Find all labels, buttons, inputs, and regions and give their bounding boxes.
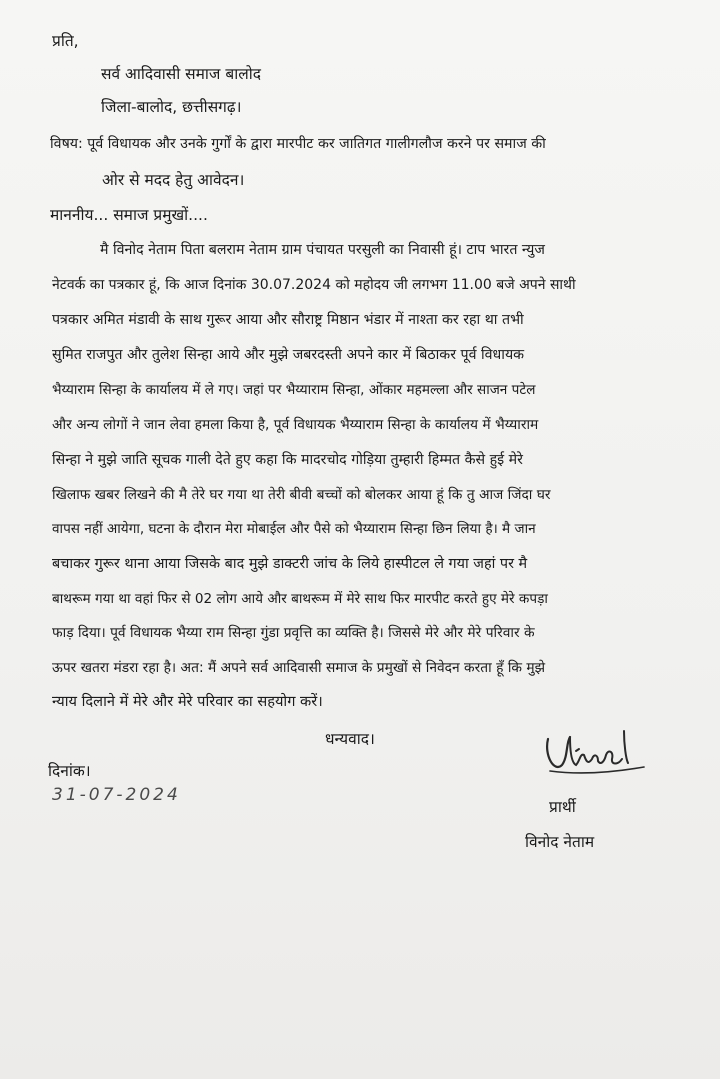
body-line-2: नेटवर्क का पत्रकार हूं, कि आज दिनांक 30.07.2024 को महोदय जी लगभग 11.00 बजे अपने साथी xyxy=(52,277,576,293)
signature-icon xyxy=(540,725,650,785)
greeting: माननीय... समाज प्रमुखों.... xyxy=(50,206,208,224)
applicant-label: प्रार्थी xyxy=(549,798,576,816)
body-line-4: सुमित राजपुत और तुलेश सिन्हा आये और मुझे जबरदस्ती अपने कार में बिठाकर पूर्व विधायक xyxy=(52,347,525,363)
recipient-line-1: सर्व आदिवासी समाज बालोद xyxy=(101,65,261,83)
date-label: दिनांक। xyxy=(48,762,91,780)
body-line-11: बाथरूम गया था वहां फिर से 02 लोग आये और बाथरूम में मेरे साथ फिर मारपीट करते हुए मेरे कपड़ा xyxy=(52,591,548,607)
body-line-1: मै विनोद नेताम पिता बलराम नेताम ग्राम पंचायत परसुली का निवासी हूं। टाप भारत न्युज xyxy=(100,242,545,258)
body-line-13: ऊपर खतरा मंडरा रहा है। अत: मैं अपने सर्व आदिवासी समाज के प्रमुखों से निवेदन करता हूँ कि मुझे xyxy=(52,660,546,676)
body-line-7: सिन्हा ने मुझे जाति सूचक गाली देते हुए कहा कि मादरचोद गोड़िया तुम्हारी हिम्मत कैसे हुई मेरे xyxy=(52,452,523,468)
applicant-name: विनोद नेताम xyxy=(525,833,595,851)
thanks: धन्यवाद। xyxy=(325,730,375,748)
body-line-3: पत्रकार अमित मंडावी के साथ गुरूर आया और सौराष्ट्र मिष्ठान भंडार में नाश्ता कर रहा था तभी xyxy=(52,312,524,328)
subject-line-2: ओर से मदद हेतु आवेदन। xyxy=(102,171,245,189)
body-line-10: बचाकर गुरूर थाना आया जिसके बाद मुझे डाक्टरी जांच के लिये हास्पीटल ले गया जहां पर मै xyxy=(52,556,528,572)
salutation-to: प्रति, xyxy=(52,32,79,50)
recipient-line-2: जिला-बालोद, छत्तीसगढ़। xyxy=(101,98,242,116)
body-line-8: खिलाफ खबर लिखने की मै तेरे घर गया था तेरी बीवी बच्चों को बोलकर आया हूं कि तु आज जिंदा घर xyxy=(52,487,551,503)
body-line-9: वापस नहीं आयेगा, घटना के दौरान मेरा मोबाईल और पैसे को भैय्याराम सिन्हा छिन लिया है। मै जान xyxy=(52,521,536,537)
body-line-12: फाड़ दिया। पूर्व विधायक भैय्या राम सिन्हा गुंडा प्रवृत्ति का व्यक्ति है। जिससे मेरे और मेरे परिवार के xyxy=(52,625,535,641)
date-handwritten: 31-07-2024 xyxy=(52,785,181,805)
body-line-6: और अन्य लोगों ने जान लेवा हमला किया है, पूर्व विधायक भैय्याराम सिन्हा के कार्यालय में भैय्याराम xyxy=(52,417,539,433)
body-line-14: न्याय दिलाने में मेरे और मेरे परिवार का सहयोग करें। xyxy=(52,693,323,710)
subject-line-1: विषय: पूर्व विधायक और उनके गुर्गों के द्वारा मारपीट कर जातिगत गालीगलौज करने पर समाज की xyxy=(50,136,546,152)
body-line-5: भैय्याराम सिन्हा के कार्यालय में ले गए। जहां पर भैय्याराम सिन्हा, ओंकार महमल्ला और साजन पटेल xyxy=(52,382,536,398)
